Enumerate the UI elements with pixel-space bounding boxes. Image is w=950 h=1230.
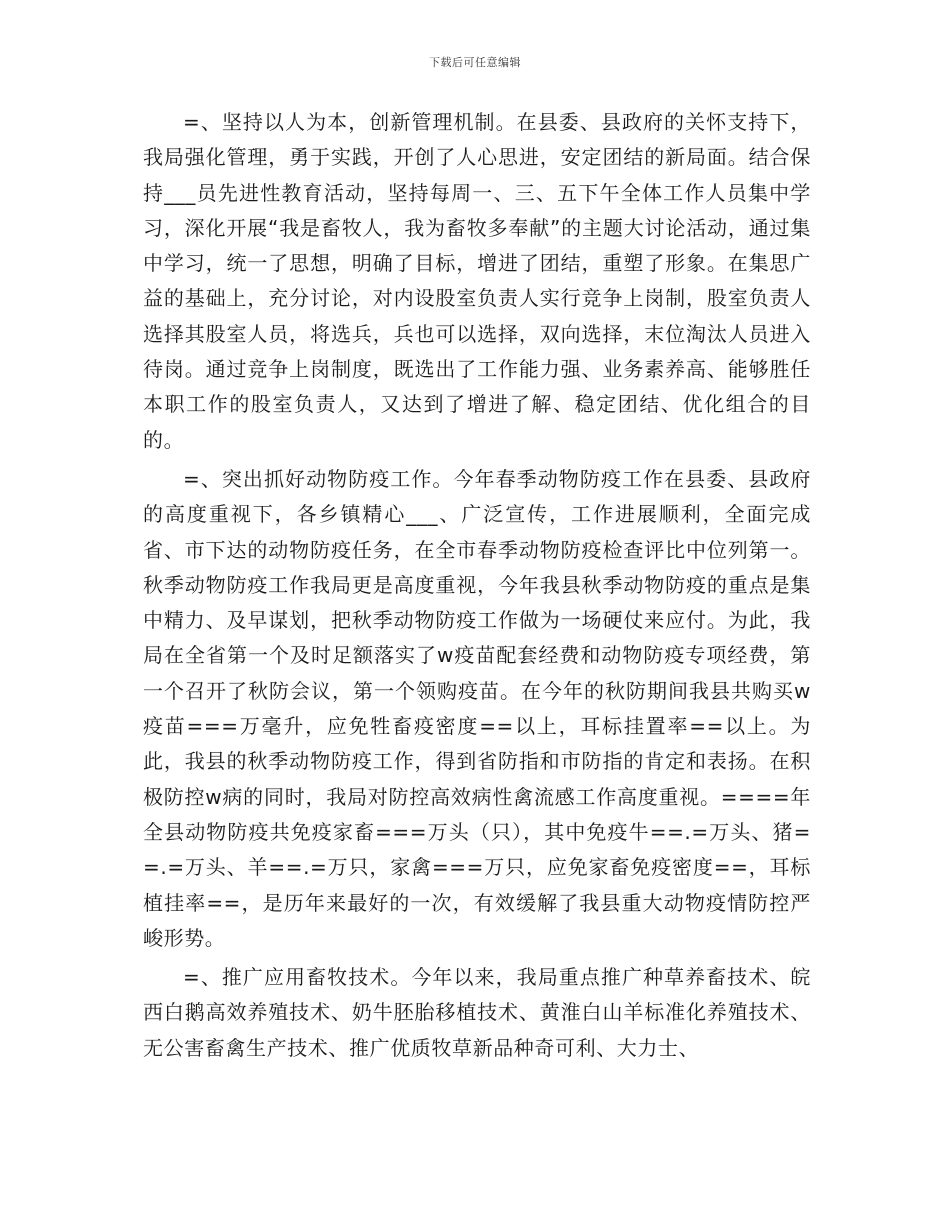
document-body: [143, 105, 811, 1070]
paragraph-management-mechanism: =、坚持以人为本，创新管理机制。在县委、县政府的关怀支持下，我局强化管理，勇于实践，开创了人心思进，安定团结的新局面。结合保持___员先进性教育活动，坚持每周一、三、五下午全体工作人员集中学习，深化开展“我是畜牧人，我为畜牧多奉献”的主题大讨论活动，通过集中学习，统一了思想，明确了目标，增进了团结，重塑了形象。在集思广益的基础上，充分讨论，对内设股室负责人实行竞争上岗制，股室负责人选择其股室人员，将选兵，兵也可以选择，双向选择，末位淘汰人员进入待岗。通过竞争上岗制度，既选出了工作能力强、业务素养高、能够胜任本职工作的股室负责人，又达到了增进了解、稳定团结、优化组合的目的。: [143, 110, 811, 452]
paragraph-animal-epidemic-prevention: =、突出抓好动物防疫工作。今年春季动物防疫工作在县委、县政府的高度重视下，各乡镇精心___、广泛宣传，工作进展顺利，全面完成省、市下达的动物防疫任务，在全市春季动物防疫检查评比中位列第一。秋季动物防疫工作我局更是高度重视，今年我县秋季动物防疫的重点是集中精力、及早谋划，把秋季动物防疫工作做为一场硬仗来应付。为此，我局在全省第一个及时足额落实了w疫苗配套经费和动物防疫专项经费，第一个召开了秋防会议，第一个领购疫苗。在今年的秋防期间我县共购买w疫苗===万毫升，应免牲畜疫密度==以上，耳标挂置率==以上。为此，我县的秋季动物防疫工作，得到省防指和市防指的肯定和表扬。在积极防控w病的同时，我局对防控高效病性禽流感工作高度重视。====年全县动物防疫共免疫家畜===万头（只），其中免疫牛==.=万头、猪==.=万头、羊==.=万只，家禽===万只，应免家畜免疫密度==，耳标植挂率==，是历年来最好的一次，有效缓解了我县重大动物疫情防控严峻形势。: [143, 466, 811, 950]
paragraph-livestock-technology: =、推广应用畜牧技术。今年以来，我局重点推广种草养畜技术、皖西白鹅高效养殖技术、奶牛胚胎移植技术、黄淮白山羊标准化养殖技术、无公害畜禽生产技术、推广优质牧草新品种奇可利、大力士、: [143, 965, 811, 1060]
page-header-note: 下载后可任意编辑: [429, 56, 521, 69]
